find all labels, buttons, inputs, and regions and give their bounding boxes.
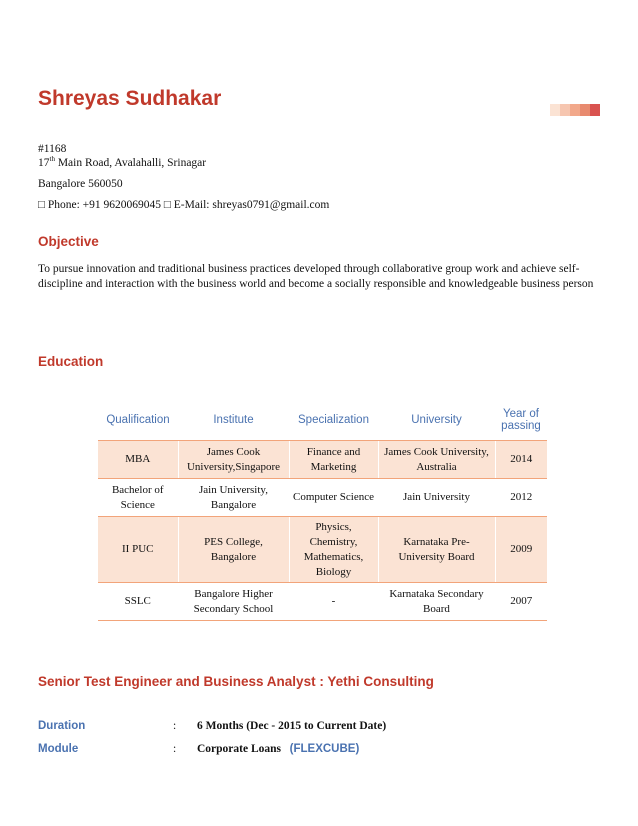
table-cell: 2009 xyxy=(495,517,547,583)
table-cell: Jain University, Bangalore xyxy=(178,479,289,517)
email-address: shreyas0791@gmail.com xyxy=(212,199,330,211)
column-header: Specialization xyxy=(289,400,378,441)
table-cell: James Cook University, Australia xyxy=(378,441,495,479)
street-number-suffix: th xyxy=(49,155,55,164)
street-name: Main Road, Avalahalli, Srinagar xyxy=(54,157,207,169)
table-cell: 2012 xyxy=(495,479,547,517)
table-row xyxy=(98,583,547,621)
decorative-color-bar xyxy=(550,104,600,116)
email-label: E-Mail: xyxy=(173,199,210,211)
education-table xyxy=(98,400,547,621)
table-cell: II PUC xyxy=(98,517,178,583)
address-line-2 xyxy=(38,156,206,170)
module-colon: : xyxy=(173,743,177,755)
module-system: (FLEXCUBE) xyxy=(289,743,360,755)
table-cell: Karnataka Pre-University Board xyxy=(378,517,495,583)
column-header: Qualification xyxy=(98,400,178,441)
table-cell: PES College, Bangalore xyxy=(178,517,289,583)
table-cell: James Cook University,Singapore xyxy=(178,441,289,479)
phone-label: Phone: xyxy=(47,199,80,211)
candidate-name: Shreyas Sudhakar xyxy=(38,87,222,110)
table-cell: Physics, Chemistry, Mathematics, Biology xyxy=(289,517,378,583)
objective-heading: Objective xyxy=(38,234,99,249)
table-cell: MBA xyxy=(98,441,178,479)
table-cell: Bachelor of Science xyxy=(98,479,178,517)
duration-label: Duration xyxy=(38,720,86,732)
contact-line xyxy=(38,198,329,212)
street-number: 17 xyxy=(38,157,50,169)
table-cell: 2014 xyxy=(495,441,547,479)
table-cell: - xyxy=(289,583,378,621)
experience-heading: Senior Test Engineer and Business Analyst : Yethi Consulting xyxy=(38,674,434,689)
module-value: Corporate Loans xyxy=(197,743,282,755)
table-cell: Finance and Marketing xyxy=(289,441,378,479)
duration-value: 6 Months (Dec - 2015 to Current Date) xyxy=(197,720,387,732)
table-row xyxy=(98,517,547,583)
column-header: Institute xyxy=(178,400,289,441)
module-label: Module xyxy=(38,743,79,755)
table-cell: SSLC xyxy=(98,583,178,621)
duration-colon: : xyxy=(173,720,177,732)
email-bullet-icon: □ xyxy=(163,199,171,211)
table-cell: Bangalore Higher Secondary School xyxy=(178,583,289,621)
table-cell: Computer Science xyxy=(289,479,378,517)
table-cell: 2007 xyxy=(495,583,547,621)
table-cell: Karnataka Secondary Board xyxy=(378,583,495,621)
education-heading: Education xyxy=(38,354,104,369)
table-row xyxy=(98,479,547,517)
address-line-1: #1168 xyxy=(38,143,67,155)
table-row xyxy=(98,441,547,479)
table-cell: Jain University xyxy=(378,479,495,517)
module-value-line xyxy=(197,743,359,755)
address-city: Bangalore 560050 xyxy=(38,178,123,190)
education-table-header xyxy=(98,400,547,441)
phone-number: +91 9620069045 xyxy=(82,199,162,211)
phone-bullet-icon: □ xyxy=(38,199,45,211)
column-header: Year of passing xyxy=(495,400,547,441)
objective-text: To pursue innovation and traditional business practices developed through collaborative group work and achieve self-discipline and interaction with the business world and become a socially responsible and knowledgeable business person xyxy=(38,263,594,290)
column-header: University xyxy=(378,400,495,441)
